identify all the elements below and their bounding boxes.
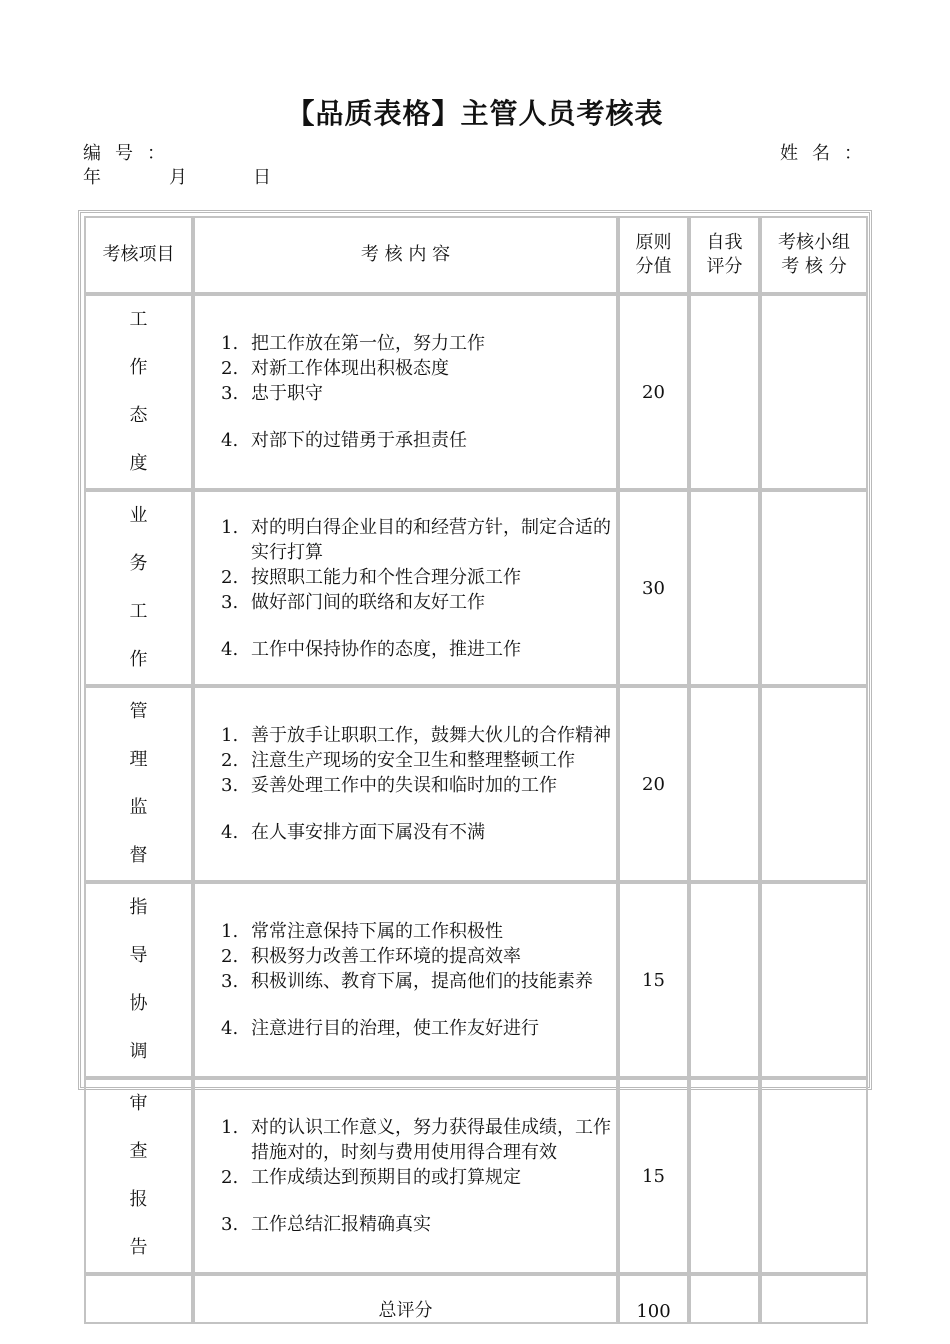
criteria-number: 2.	[221, 750, 239, 771]
criteria-cell	[193, 686, 618, 882]
category-label: 工作	[129, 601, 176, 670]
criteria-number: 4.	[221, 822, 239, 843]
criteria-list	[221, 723, 616, 845]
criteria-item	[221, 565, 616, 590]
criteria-number: 3.	[221, 591, 239, 613]
criteria-item	[221, 773, 616, 798]
category-label: 管理	[129, 701, 176, 770]
header-base-score	[618, 216, 689, 294]
header-base-score-l2: 分值	[635, 256, 672, 277]
criteria-item	[221, 590, 616, 615]
criteria-list	[221, 1115, 616, 1237]
criteria-item	[221, 356, 616, 381]
header-self-score	[689, 216, 760, 294]
category-label: 报告	[129, 1189, 176, 1258]
criteria-text: 善于放手让职职工作，鼓舞大伙儿的合作精神	[251, 725, 611, 746]
day-label: 日	[253, 167, 271, 188]
header-group-l2: 考 核 分	[781, 256, 847, 277]
criteria-text: 注意生产现场的安全卫生和整理整顿工作	[251, 750, 575, 771]
base-score-cell: 15	[618, 1078, 689, 1274]
group-score-cell[interactable]	[760, 490, 868, 686]
criteria-text: 做好部门间的联络和友好工作	[251, 591, 485, 613]
header-content: 考 核 内 容	[193, 216, 618, 294]
name-label: 姓名：	[780, 143, 876, 164]
criteria-list	[221, 919, 616, 1041]
criteria-text: 对部下的过错勇于承担责任	[251, 430, 467, 451]
category-cell	[84, 490, 193, 686]
group-score-cell[interactable]	[760, 882, 868, 1078]
criteria-list	[221, 331, 616, 453]
criteria-number: 1.	[221, 333, 239, 354]
criteria-text: 对的认识工作意义，努力获得最佳成绩，工作措施对的，时刻与费用使用得合理有效	[251, 1117, 611, 1163]
base-score-cell: 20	[618, 294, 689, 490]
criteria-item	[221, 919, 616, 944]
base-score-cell: 20	[618, 686, 689, 882]
document-title: 【品质表格】主管人员考核表	[286, 97, 664, 130]
category-label: 监督	[129, 797, 176, 866]
assessment-row	[84, 1078, 868, 1274]
criteria-item	[221, 1115, 616, 1165]
criteria-number: 4.	[221, 638, 239, 660]
assessment-row	[84, 294, 868, 490]
header-item: 考核项目	[84, 216, 193, 294]
criteria-text: 积极训练、教育下属，提高他们的技能素养	[251, 971, 593, 992]
category-label: 态度	[129, 405, 176, 474]
category-cell	[84, 1078, 193, 1274]
header-row	[84, 216, 868, 294]
base-score-cell: 15	[618, 882, 689, 1078]
month-label: 月	[169, 167, 187, 188]
category-label: 审查	[129, 1093, 176, 1162]
total-row	[84, 1274, 868, 1324]
criteria-text: 按照职工能力和个性合理分派工作	[251, 566, 521, 588]
criteria-number: 1.	[221, 1117, 239, 1138]
criteria-text: 妥善处理工作中的失误和临时加的工作	[251, 775, 557, 796]
criteria-text: 工作总结汇报精确真实	[251, 1214, 431, 1235]
criteria-text: 工作中保持协作的态度，推进工作	[251, 638, 521, 660]
criteria-number: 1.	[221, 921, 239, 942]
number-label: 编号：	[83, 143, 179, 164]
criteria-number: 2.	[221, 946, 239, 967]
criteria-item	[221, 1016, 616, 1041]
assessment-table-frame	[78, 210, 872, 1322]
criteria-number: 3.	[221, 383, 239, 404]
assessment-row	[84, 490, 868, 686]
category-cell	[84, 882, 193, 1078]
criteria-item	[221, 820, 616, 845]
criteria-item	[221, 381, 616, 406]
criteria-item	[221, 748, 616, 773]
criteria-number: 2.	[221, 1167, 239, 1188]
total-empty-cell	[84, 1274, 193, 1324]
self-score-cell[interactable]	[689, 882, 760, 1078]
criteria-text: 常常注意保持下属的工作积极性	[251, 921, 503, 942]
criteria-item	[221, 969, 616, 994]
group-score-cell[interactable]	[760, 294, 868, 490]
criteria-text: 忠于职守	[251, 383, 323, 404]
criteria-cell	[193, 882, 618, 1078]
criteria-number: 1.	[221, 725, 239, 746]
criteria-text: 积极努力改善工作环境的提高效率	[251, 946, 521, 967]
header-group-l1: 考核小组	[778, 232, 850, 253]
total-self-score-cell[interactable]	[689, 1274, 760, 1324]
criteria-number: 3.	[221, 775, 239, 796]
group-score-cell[interactable]	[760, 1078, 868, 1274]
criteria-number: 4.	[221, 430, 239, 451]
category-cell	[84, 294, 193, 490]
assessment-row	[84, 686, 868, 882]
criteria-item	[221, 428, 616, 453]
category-label: 指导	[129, 897, 176, 966]
criteria-text: 把工作放在第一位，努力工作	[251, 333, 485, 354]
criteria-item	[221, 944, 616, 969]
category-label: 协调	[129, 993, 176, 1062]
self-score-cell[interactable]	[689, 1078, 760, 1274]
criteria-number: 2.	[221, 566, 239, 588]
total-group-score-cell[interactable]	[760, 1274, 868, 1324]
base-score-cell: 30	[618, 490, 689, 686]
criteria-number: 4.	[221, 1018, 239, 1039]
year-label: 年	[83, 167, 101, 188]
criteria-number: 1.	[221, 516, 239, 538]
criteria-number: 3.	[221, 971, 239, 992]
self-score-cell[interactable]	[689, 686, 760, 882]
criteria-item	[221, 723, 616, 748]
header-group-score	[760, 216, 868, 294]
self-score-cell[interactable]	[689, 294, 760, 490]
self-score-cell[interactable]	[689, 490, 760, 686]
assessment-table	[84, 216, 868, 1324]
header-self-l1: 自我	[706, 232, 743, 253]
criteria-number: 2.	[221, 358, 239, 379]
group-score-cell[interactable]	[760, 686, 868, 882]
criteria-number: 3.	[221, 1214, 239, 1235]
criteria-text: 对新工作体现出积极态度	[251, 358, 449, 379]
category-cell	[84, 686, 193, 882]
criteria-text: 对的明白得企业目的和经营方针，制定合适的实行打算	[251, 516, 611, 563]
date-line	[83, 163, 271, 189]
criteria-item	[221, 1212, 616, 1237]
criteria-text: 工作成绩达到预期目的或打算规定	[251, 1167, 521, 1188]
criteria-cell	[193, 294, 618, 490]
criteria-cell	[193, 1078, 618, 1274]
criteria-list	[221, 515, 616, 662]
header-self-l2: 评分	[706, 256, 743, 277]
criteria-text: 在人事安排方面下属没有不满	[251, 822, 485, 843]
criteria-item	[221, 1165, 616, 1190]
criteria-cell	[193, 490, 618, 686]
total-score: 100	[618, 1274, 689, 1324]
criteria-text: 注意进行目的治理，使工作友好进行	[251, 1018, 539, 1039]
total-label: 总评分	[193, 1274, 618, 1324]
criteria-item	[221, 637, 616, 662]
header-base-score-l1: 原则	[635, 232, 672, 253]
category-label: 业务	[129, 505, 176, 574]
criteria-item	[221, 331, 616, 356]
assessment-row	[84, 882, 868, 1078]
category-label: 工作	[129, 309, 176, 378]
criteria-item	[221, 515, 616, 565]
